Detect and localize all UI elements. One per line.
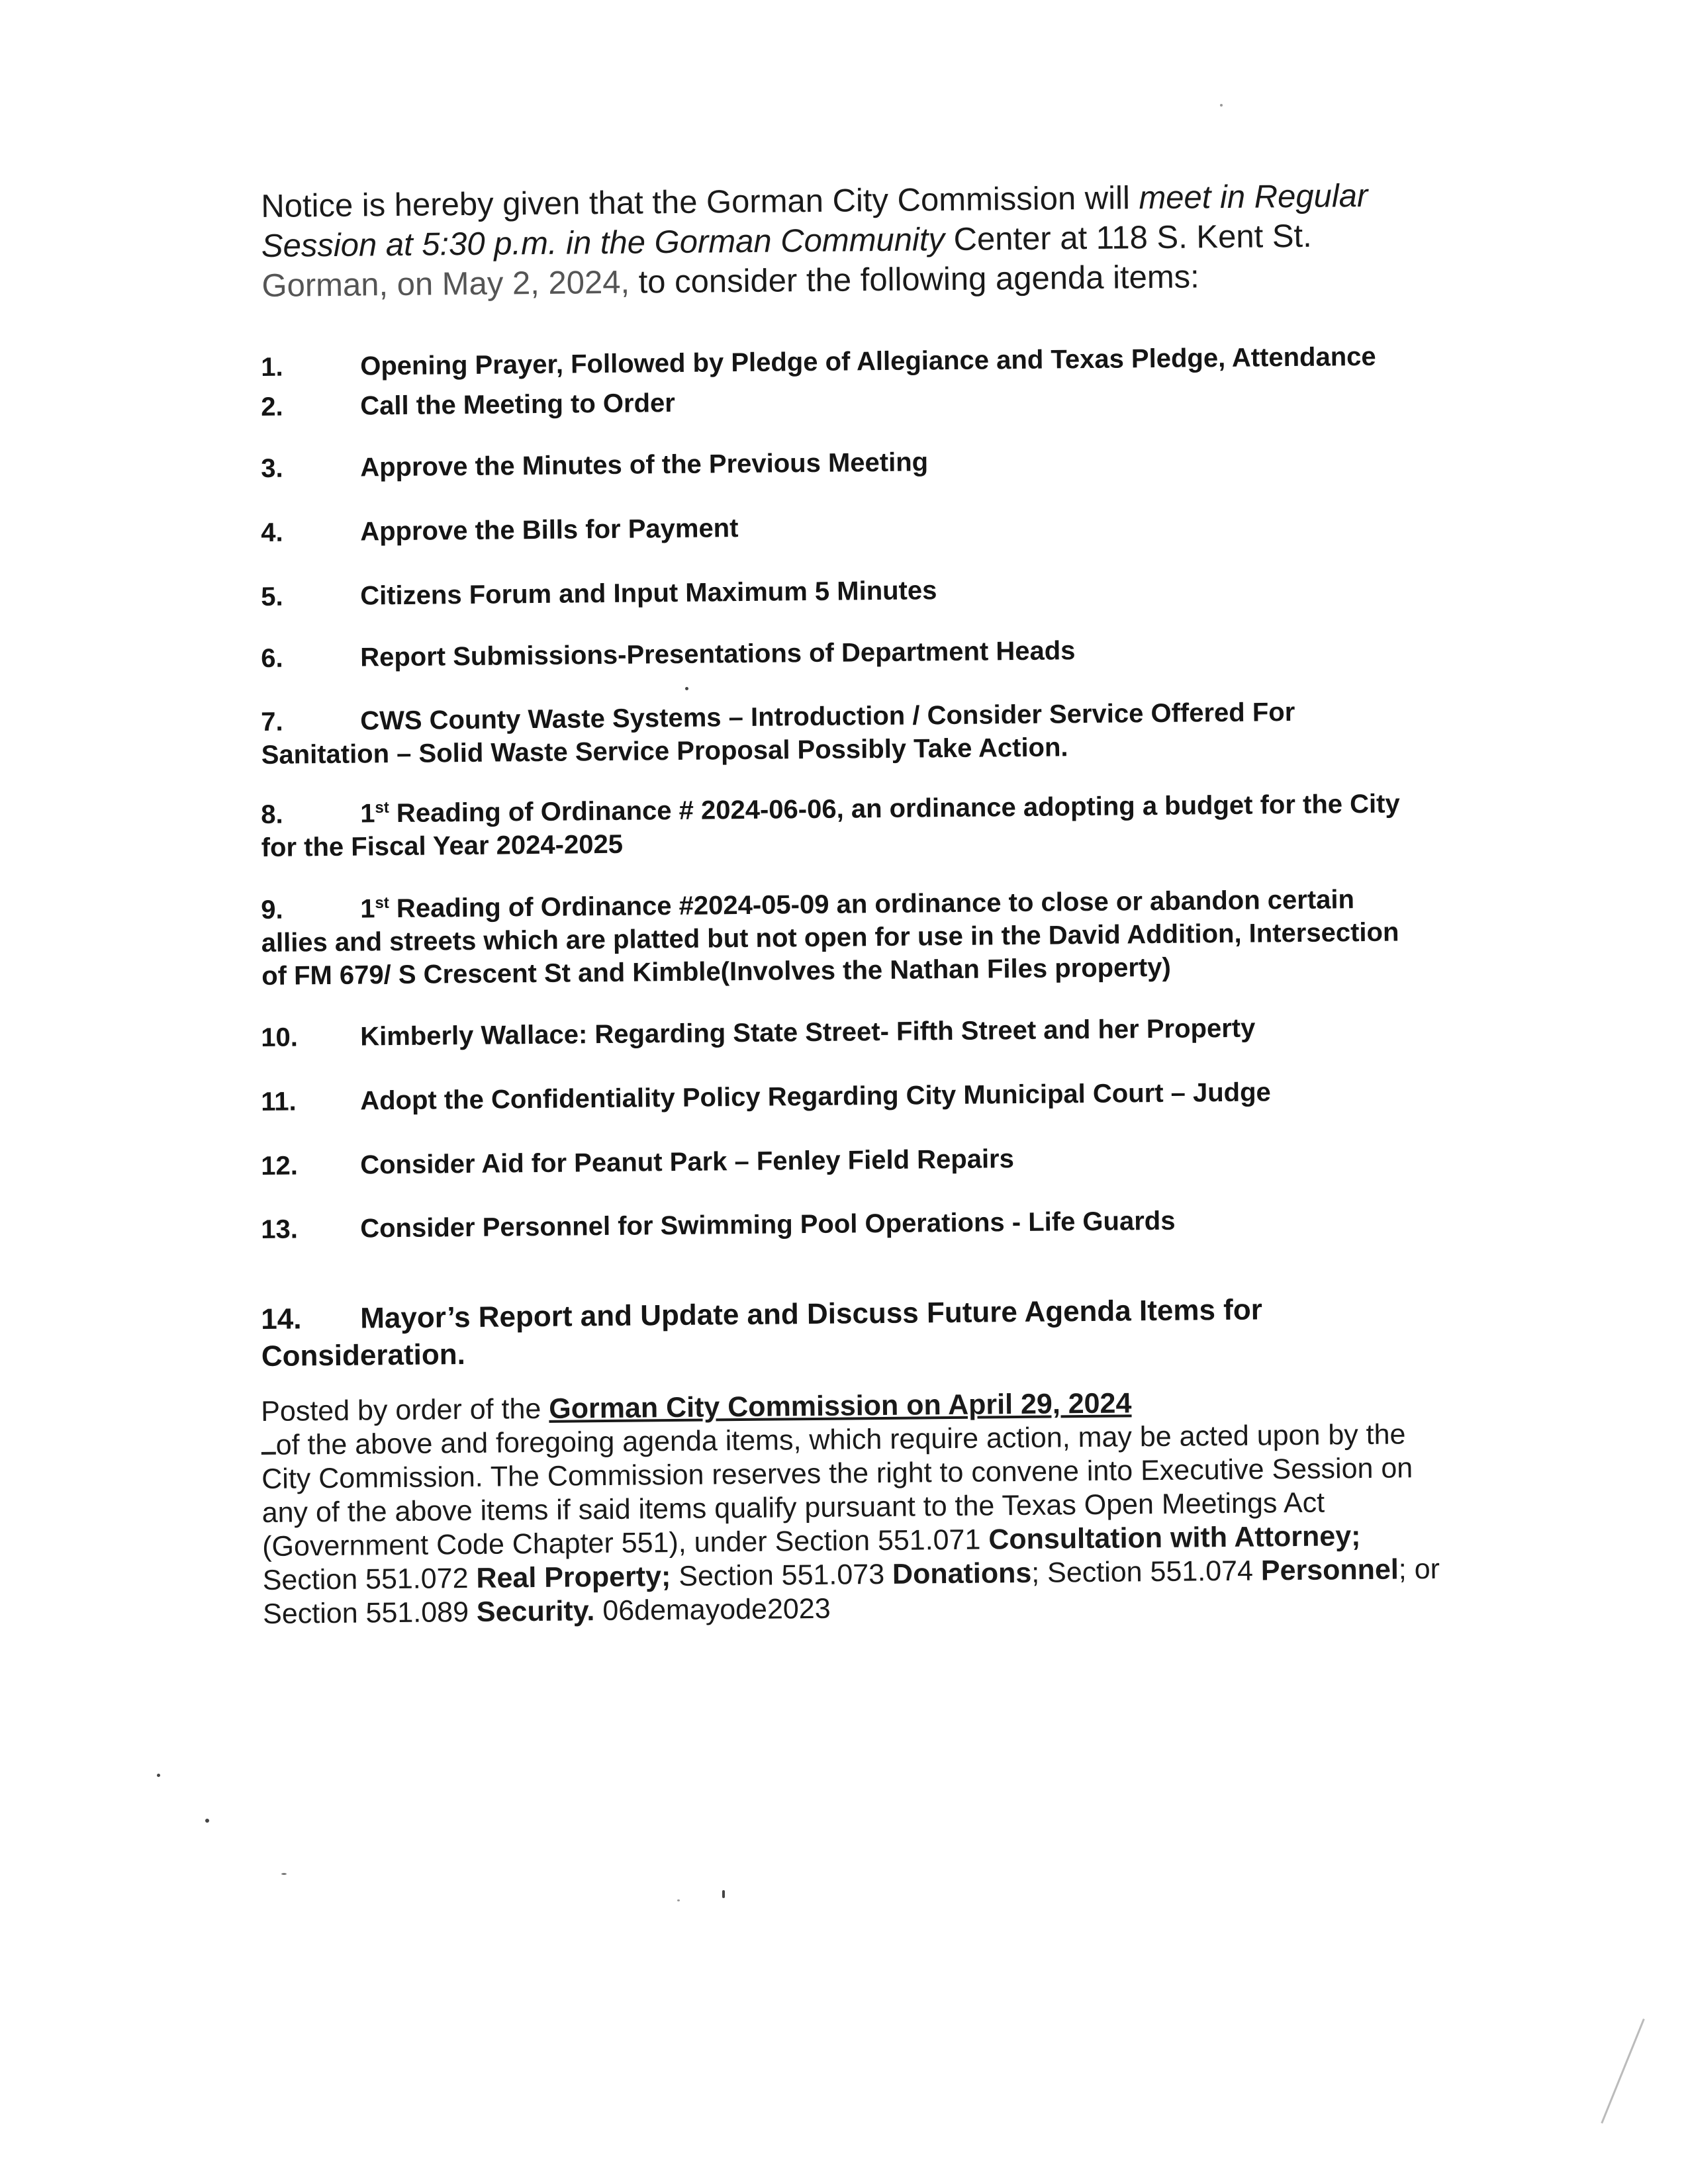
agenda-item-4: 4. Approve the Bills for Payment: [261, 514, 739, 547]
handwritten-mark: [261, 1443, 276, 1455]
posted-lead: Posted by order of the: [261, 1392, 549, 1428]
agenda-item-5: 5. Citizens Forum and Input Maximum 5 Minutes: [261, 576, 937, 612]
scan-speck: [281, 1873, 287, 1875]
agenda-item-12: 12. Consider Aid for Peanut Park – Fenley Field Repairs: [261, 1144, 1015, 1181]
notice-session-text: meet in Regular Session at 5:30 p.m. in the Gorman Community: [261, 177, 1368, 264]
agenda-item-14: 14. Mayor’s Report and Update and Discuss Future Agenda Items for Consideration.: [261, 1293, 1263, 1373]
posted-personnel: Personnel: [1260, 1553, 1399, 1587]
agenda-item-2: 2. Call the Meeting to Order: [261, 388, 676, 422]
posting-statement: Posted by order of the Gorman City Commission on April 29, 2024 of the above and foregoing agenda items, which require action, may be acted upon by the City Commission. The Commission reserves the right to convene into Executive Session on any of the above items if said items qualify pursuant to the Texas Open Meetings Act (Government Code Chapter 551), under Section 551.071 Consultation with Attorney; Section 551.072 Real Property; Section 551.073 Donations; Section 551.074 Personnel; or Section 551.089 Security. 06demayode2023: [261, 1387, 1440, 1630]
posted-commission-date: Gorman City Commission on April 29, 2024: [549, 1387, 1132, 1425]
posted-code: 06demayode2023: [594, 1592, 831, 1627]
scan-speck: [722, 1890, 725, 1898]
notice-address-text: Center at 118 S. Kent St.: [944, 218, 1312, 258]
agenda-item-6: 6. Report Submissions-Presentations of Department Heads: [261, 636, 1076, 673]
notice-text-1: Notice is hereby given that the Gorman City Commission will: [261, 180, 1139, 224]
agenda-item-7: 7. CWS County Waste Systems – Introduction / Consider Service Offered For Sanitation – Solid Waste Service Proposal Possibly Take Action.: [261, 698, 1295, 770]
agenda-item-9: 9. 1st Reading of Ordinance #2024-05-09 an ordinance to close or abandon certain allies and streets which are platted but not open for use in the David Addition, Intersection of FM 679/ S Crescent St and Kimble(Involves the Nathan Files property): [261, 885, 1399, 991]
notice-text-5: to consider the following agenda items:: [629, 259, 1200, 300]
posted-donations: Donations: [892, 1557, 1032, 1590]
scan-speck: [157, 1774, 160, 1777]
agenda-item-8: 8. 1st Reading of Ordinance # 2024-06-06, an ordinance adopting a budget for the City for the Fiscal Year 2024-2025: [261, 789, 1400, 862]
posted-security: Security.: [476, 1595, 595, 1628]
agenda-item-10: 10. Kimberly Wallace: Regarding State Street- Fifth Street and her Property: [261, 1013, 1256, 1052]
agenda-item-1: 1. Opening Prayer, Followed by Pledge of Allegiance and Texas Pledge, Attendance: [261, 341, 1376, 382]
scan-speck: [685, 687, 688, 690]
agenda-item-11: 11. Adopt the Confidentiality Policy Regarding City Municipal Court – Judge: [261, 1077, 1272, 1116]
posted-consult: Consultation with Attorney;: [988, 1520, 1361, 1556]
notice-date-text: Gorman, on May 2, 2024,: [261, 264, 630, 304]
scan-speck: [1220, 104, 1223, 107]
scan-speck: [205, 1819, 209, 1823]
posted-real-property: Real Property;: [476, 1561, 671, 1594]
scan-speck: [677, 1899, 680, 1901]
scan-scratch: [1601, 2019, 1644, 2124]
meeting-notice: [261, 175, 1421, 306]
agenda-item-13: 13. Consider Personnel for Swimming Pool Operations - Life Guards: [261, 1206, 1176, 1244]
posted-body: of the above and foregoing agenda items, which require action, may be acted upon by the City Commission. The Commission reserves the right to convene into Executive Session on any of the above items if said items qualify pursuant to the Texas Open Meetings Act (Government Code Chapter 551), under Section 551.071: [261, 1418, 1413, 1563]
agenda-item-3: 3. Approve the Minutes of the Previous Meeting: [261, 447, 929, 483]
